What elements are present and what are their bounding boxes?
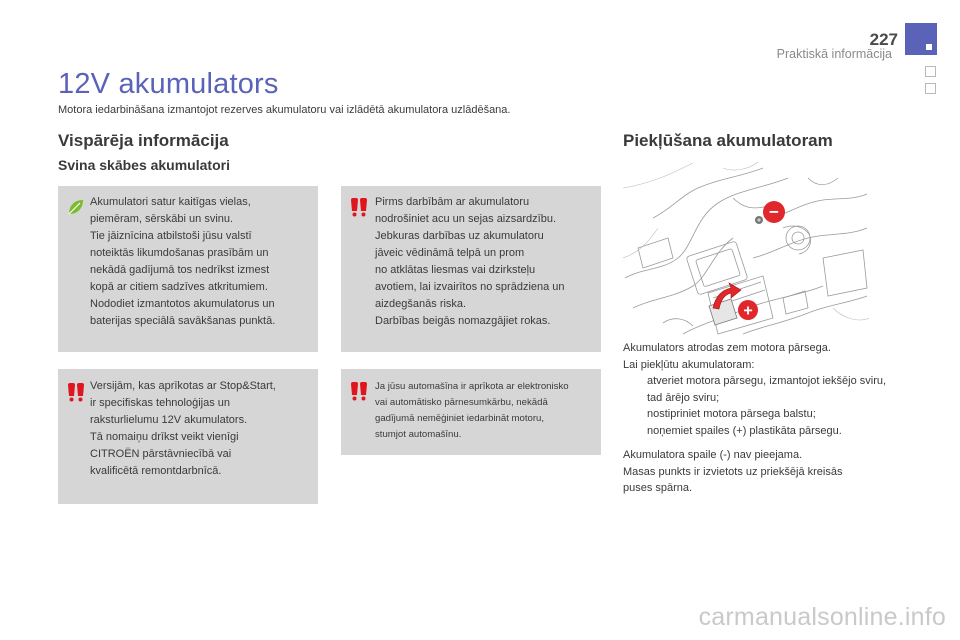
environment-note-box [58,186,318,352]
safety-warning-text: Pirms darbībām ar akumulatoru nodrošiniet acu un sejas aizsardzību. Jebkuras darbības uz akumulatoru jāveic vēdināmā telpā un prom no atklātas liesmas vai dzirksteļu avotiem, lai izvairītos no sprādziena un aizdegšanās riska. Darbības beigās nomazgājiet rokas. [375,196,565,327]
general-info-heading: Vispārēja informācija [58,131,229,150]
page-number: 227 [869,30,898,49]
list-item [623,423,913,440]
bullet-text: nostipriniet motora pārsega balstu; [647,408,816,420]
lead-acid-subheading: Svina skābes akumulatori [58,157,230,173]
list-item [623,373,913,406]
access-intro-text: Lai piekļūtu akumulatoram: [623,358,755,371]
safety-warning-box [341,186,601,352]
minus-label: − [769,202,779,222]
leaf-icon [66,197,86,217]
stopstart-warning-box [58,369,318,504]
ground-point-text: Masas punkts ir izvietots uz priekšējā kreisās [623,465,843,478]
warning-icon [349,197,369,217]
nav-square-1 [925,66,936,77]
section-title: Praktiskā informācija [776,47,892,61]
environment-note-text: Akumulatori satur kaitīgas vielas, piemēram, sērskābi un svinu. Tie jāiznīcina atbilstoši jūsu valstī noteiktās likumdošanas prasībām un nekādā gadījumā tos nedrīkst izmest kopā ar citiem sadzīves atkritumiem. Nododiet izmantotos akumulatorus un baterijas speciālā savākšanas punktā. [90,196,276,327]
bullet-icon [623,423,647,440]
bullet-icon [623,406,647,423]
bullet-icon [623,373,647,406]
nav-square-2 [925,83,936,94]
battery-access-heading: Piekļūšana akumulatoram [623,131,833,150]
battery-location-text: Akumulators atrodas zem motora pārsega. [623,342,831,354]
list-item [623,406,913,423]
chapter-tab [905,23,937,55]
warning-icon [66,382,86,402]
bullet-text: noņemiet spailes (+) plastikāta pārsegu. [647,424,842,437]
gearbox-warning-text: Ja jūsu automašīna ir aprīkota ar elektronisko vai automātisko pārnesumkārbu, nekādā gadījumā nemēģiniet iedarbināt motoru, stumjot automašīnu. [375,381,569,440]
access-instructions [623,340,913,497]
warning-icon [349,381,369,401]
gearbox-warning-box [341,369,601,455]
bullet-text: atveriet motora pārsegu, izmantojot iekšējo sviru, tad ārējo sviru; [647,375,887,404]
stopstart-warning-text: Versijām, kas aprīkotas ar Stop&Start, ir specifiskas tehnoloģijas un raksturlielumu 12V akumulators. Tā nomaiņu drīkst veikt vienīgi CITROËN pārstāvniecībā vai kvalificētā remontdarbnīcā. [90,380,276,477]
negative-terminal-text: Akumulatora spaile (-) nav pieejama. [623,449,803,461]
page-title: 12V akumulators [58,68,279,100]
watermark: carmanualsonline.info [698,603,946,631]
page-subtitle: Motora iedarbināšana izmantojot rezerves akumulatoru vai izlādētā akumulatora uzlādēšana. [58,104,511,116]
plus-label: + [743,302,753,320]
ground-point-text-cont: puses spārna. [623,482,693,494]
engine-compartment-diagram [623,158,869,336]
